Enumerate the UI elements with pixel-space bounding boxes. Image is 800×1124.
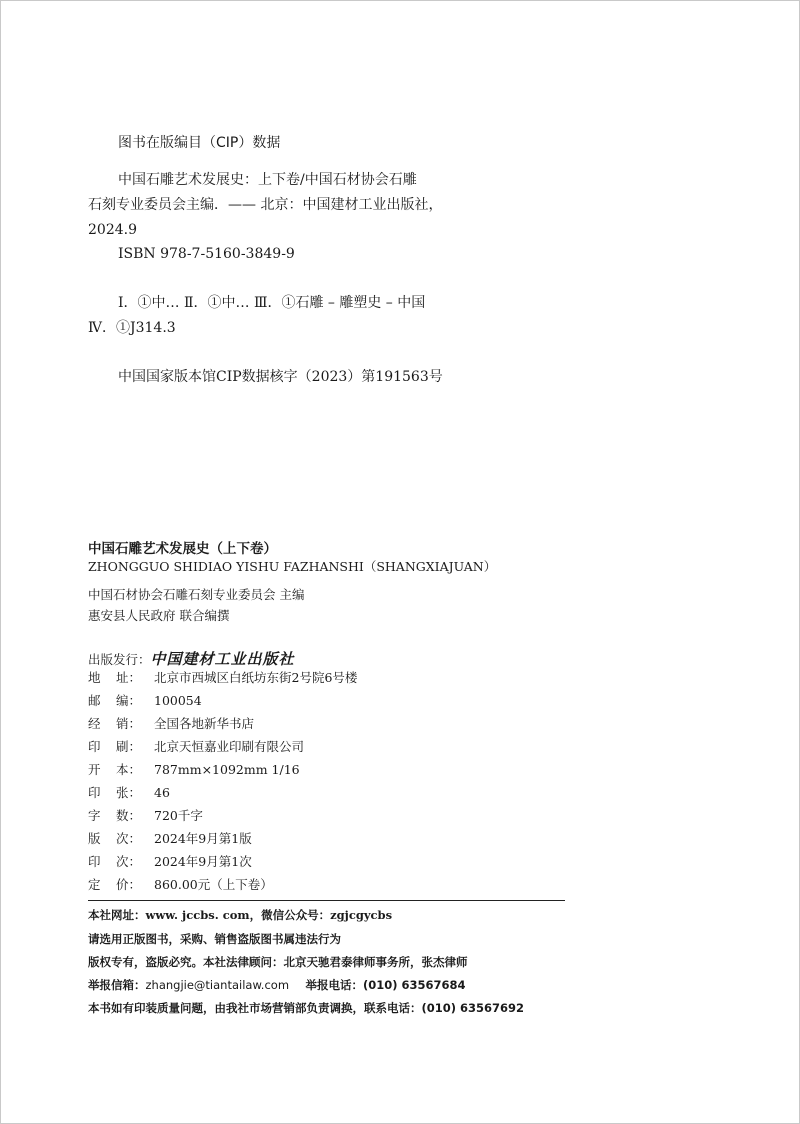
info-row: 印 张： 46	[88, 785, 170, 800]
info-row: 版 次： 2024年9月第1版	[88, 831, 252, 846]
info-row: 经 销： 全国各地新华书店	[88, 716, 255, 731]
book-title-cn: 中国石雕艺术发展史（上下卷）	[88, 541, 277, 557]
info-row: 开 本： 787mm×1092mm 1/16	[88, 762, 300, 777]
info-row: 字 数： 720千字	[88, 808, 203, 823]
footer-piracy-notice: 请选用正版图书，采购、销售盗版图书属违法行为	[88, 932, 341, 946]
info-row: 定 价： 860.00元（上下卷）	[88, 877, 273, 892]
cip-classification-1: Ⅰ．①中… Ⅱ．①中… Ⅲ．①石雕 – 雕塑史 – 中国	[118, 295, 426, 311]
info-row: 地 址： 北京市西城区白纸坊东街2号院6号楼	[88, 670, 358, 685]
footer-report-row: 举报信箱：zhangjie@tiantailaw.com 举报电话：(010) 63567684	[88, 978, 466, 992]
info-row: 印 刷： 北京天恒嘉业印刷有限公司	[88, 739, 305, 754]
book-editor-1: 中国石材协会石雕石刻专业委员会 主编	[88, 587, 305, 602]
cip-isbn: ISBN 978-7-5160-3849-9	[118, 246, 295, 262]
info-row: 印 次： 2024年9月第1次	[88, 854, 252, 869]
footer-site-row: 本社网址：www. jccbs. com，微信公众号：zgjcgycbs	[88, 908, 393, 922]
publisher-label: 出版发行：	[88, 652, 151, 667]
footer-quality-notice: 本书如有印装质量问题，由我社市场营销部负责调换，联系电话：(010) 63567692	[88, 1001, 525, 1015]
divider	[88, 900, 565, 901]
footer-rights-row: 版权专有，盗版必究。本社法律顾问：北京天驰君泰律师事务所，张杰律师	[88, 955, 468, 969]
book-editor-2: 惠安县人民政府 联合编撰	[88, 608, 230, 623]
cip-line-1: 中国石雕艺术发展史：上下卷/中国石材协会石雕	[118, 172, 417, 188]
book-title-pinyin: ZHONGGUO SHIDIAO YISHU FAZHANSHI（SHANGXIAJUAN）	[88, 559, 497, 574]
publisher-row	[88, 650, 295, 669]
cip-line-3: 2024.9	[88, 222, 137, 238]
cip-classification-2: Ⅳ．①J314.3	[88, 320, 176, 336]
publisher-logo: 中国建材工业出版社	[150, 650, 295, 668]
cip-core-number: 中国国家版本馆CIP数据核字（2023）第191563号	[118, 369, 443, 385]
cip-line-2: 石刻专业委员会主编．—— 北京：中国建材工业出版社，	[88, 197, 443, 213]
cip-heading: 图书在版编目（CIP）数据	[118, 135, 281, 151]
info-row: 邮 编： 100054	[88, 693, 202, 708]
